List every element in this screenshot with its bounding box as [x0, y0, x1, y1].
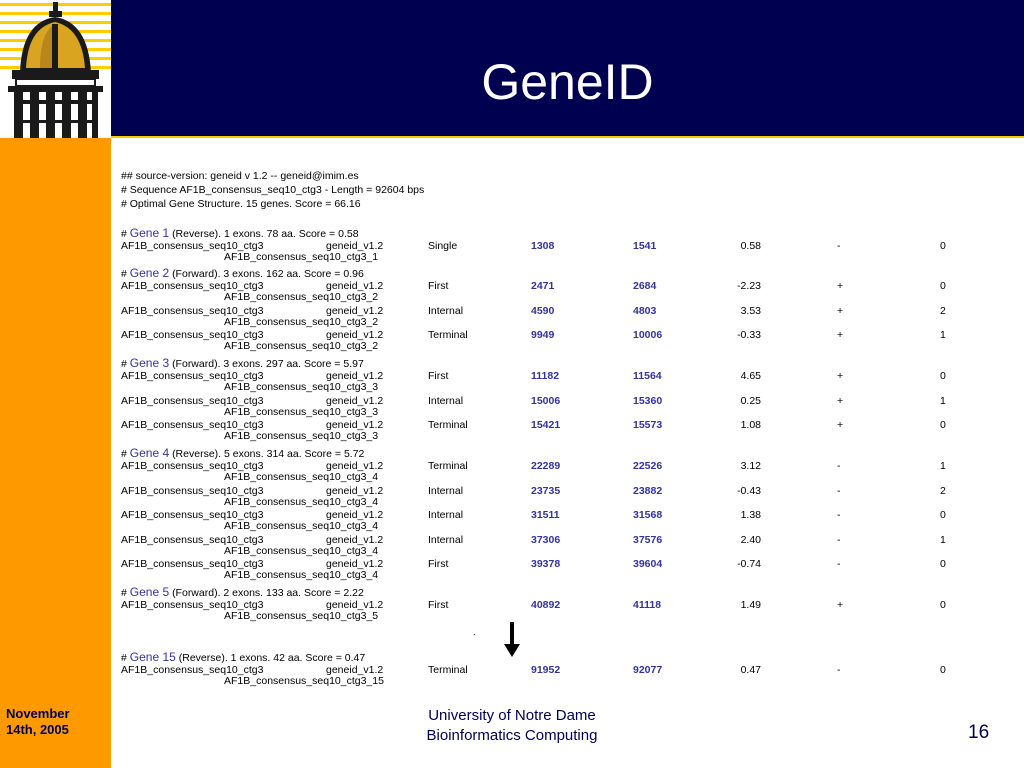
gene-name: Gene 3: [129, 356, 170, 370]
org-line-1: University of Notre Dame: [428, 707, 596, 724]
exon-end: 31568: [633, 509, 663, 521]
page-number: 16: [968, 722, 990, 743]
exon-frame: 0: [940, 558, 946, 570]
exon-frame: 2: [940, 304, 946, 317]
meta-source-version: ## source-version: geneid v 1.2 -- geneid@imim.es: [121, 170, 359, 182]
exon-score: 1.08: [740, 419, 761, 431]
gene-description: (Reverse). 5 exons. 314 aa. Score = 5.72: [172, 448, 365, 460]
exon-score: -0.74: [737, 558, 761, 570]
gene-name: Gene 2: [129, 266, 170, 280]
exon-start: 23735: [531, 484, 561, 497]
exon-feature: Internal: [428, 394, 464, 407]
exon-end: 15360: [633, 394, 663, 407]
exon-seqname: AF1B_consensus_seq10_ctg3: [121, 240, 264, 252]
exon-source: geneid_v1.2: [326, 558, 384, 570]
exon-frame: 1: [940, 329, 946, 341]
gene-header: [121, 266, 364, 281]
exon-feature: First: [428, 370, 449, 382]
exon-score: 4.65: [740, 370, 761, 382]
exon-strand: +: [837, 419, 844, 431]
exon-feature: Terminal: [428, 460, 468, 472]
exon-feature: Internal: [428, 304, 464, 317]
exon-seqname: AF1B_consensus_seq10_ctg3: [121, 394, 264, 407]
exon-score: 0.25: [740, 394, 761, 407]
exon-score: 3.12: [740, 460, 761, 472]
exon-group: AF1B_consensus_seq10_ctg3_4: [224, 544, 379, 557]
exon-score: -0.33: [737, 329, 761, 341]
exon-group: AF1B_consensus_seq10_ctg3_1: [224, 251, 379, 263]
gene-header: [121, 446, 364, 461]
exon-source: geneid_v1.2: [326, 509, 384, 521]
exon-frame: 0: [940, 419, 946, 431]
exon-start: 15421: [531, 419, 561, 431]
exon-group: AF1B_consensus_seq10_ctg3_3: [224, 405, 379, 418]
exon-seqname: AF1B_consensus_seq10_ctg3: [121, 664, 264, 676]
exon-frame: 0: [940, 370, 946, 382]
exon-start: 15006: [531, 394, 561, 407]
exon-end: 39604: [633, 558, 663, 570]
exon-start: 39378: [531, 558, 561, 570]
exon-strand: +: [837, 329, 844, 341]
exon-seqname: AF1B_consensus_seq10_ctg3: [121, 370, 264, 382]
footer-organization: [412, 706, 612, 746]
exon-seqname: AF1B_consensus_seq10_ctg3: [121, 484, 264, 497]
exon-strand: -: [837, 460, 841, 472]
meta-optimal-structure: # Optimal Gene Structure. 15 genes. Score = 66.16: [121, 198, 361, 210]
exon-source: geneid_v1.2: [326, 664, 384, 676]
title-bar: [111, 0, 1024, 136]
exon-frame: 0: [940, 664, 946, 676]
dome-logo-icon: [0, 0, 111, 138]
exon-score: 2.40: [740, 533, 761, 546]
gene-hash: #: [121, 652, 127, 664]
exon-score: -2.23: [737, 280, 761, 292]
meta-sequence: # Sequence AF1B_consensus_seq10_ctg3 - Length = 92604 bps: [121, 184, 425, 196]
exon-source: geneid_v1.2: [326, 484, 384, 497]
exon-end: 1541: [633, 240, 657, 252]
exon-group: AF1B_consensus_seq10_ctg3_3: [224, 430, 379, 442]
exon-end: 4803: [633, 304, 657, 317]
exon-end: 23882: [633, 484, 663, 497]
exon-feature: Terminal: [428, 329, 468, 341]
exon-source: geneid_v1.2: [326, 599, 384, 611]
exon-end: 11564: [633, 370, 662, 382]
gene-description: (Forward). 2 exons. 133 aa. Score = 2.22: [172, 587, 364, 599]
exon-frame: 2: [940, 484, 946, 497]
exon-end: 92077: [633, 664, 663, 676]
exon-start: 22289: [531, 460, 561, 472]
exon-group: AF1B_consensus_seq10_ctg3_4: [224, 569, 379, 581]
down-arrow-icon: [504, 622, 520, 658]
exon-feature: First: [428, 599, 449, 611]
exon-strand: -: [837, 484, 841, 497]
gene-hash: #: [121, 228, 127, 240]
exon-start: 31511: [531, 509, 560, 521]
exon-start: 40892: [531, 599, 561, 611]
exon-frame: 0: [940, 240, 946, 252]
exon-start: 9949: [531, 329, 555, 341]
gene-description: (Reverse). 1 exons. 78 aa. Score = 0.58: [172, 228, 359, 240]
exon-seqname: AF1B_consensus_seq10_ctg3: [121, 304, 264, 317]
exon-source: geneid_v1.2: [326, 460, 384, 472]
exon-strand: +: [837, 304, 844, 317]
exon-feature: First: [428, 558, 449, 570]
exon-frame: 0: [940, 599, 946, 611]
exon-group: AF1B_consensus_seq10_ctg3_2: [224, 340, 379, 352]
exon-end: 37576: [633, 533, 663, 546]
exon-start: 1308: [531, 240, 555, 252]
exon-end: 22526: [633, 460, 663, 472]
exon-source: geneid_v1.2: [326, 280, 384, 292]
gene-hash: #: [121, 448, 127, 460]
exon-strand: -: [837, 664, 841, 676]
exon-start: 11182: [531, 370, 560, 382]
exon-source: geneid_v1.2: [326, 394, 384, 407]
exon-strand: +: [837, 280, 844, 292]
exon-start: 91952: [531, 664, 561, 676]
exon-group: AF1B_consensus_seq10_ctg3_15: [224, 675, 384, 687]
exon-seqname: AF1B_consensus_seq10_ctg3: [121, 419, 264, 431]
exon-score: 0.58: [740, 240, 761, 252]
exon-group: AF1B_consensus_seq10_ctg3_4: [224, 520, 379, 532]
gene-name: Gene 5: [129, 585, 170, 599]
exon-feature: Single: [428, 240, 458, 252]
exon-seqname: AF1B_consensus_seq10_ctg3: [121, 460, 264, 472]
exon-frame: 1: [940, 460, 946, 472]
exon-end: 10006: [633, 329, 663, 341]
exon-strand: -: [837, 533, 841, 546]
exon-strand: +: [837, 394, 844, 407]
exon-score: 1.49: [740, 599, 761, 611]
org-line-2: Bioinformatics Computing: [426, 727, 598, 744]
exon-frame: 0: [940, 280, 946, 292]
exon-strand: +: [837, 370, 844, 382]
gene-hash: #: [121, 268, 127, 280]
exon-seqname: AF1B_consensus_seq10_ctg3: [121, 329, 264, 341]
gene-name: Gene 15: [129, 650, 176, 664]
exon-start: 37306: [531, 533, 561, 546]
exon-source: geneid_v1.2: [326, 329, 384, 341]
exon-group: AF1B_consensus_seq10_ctg3_2: [224, 315, 379, 328]
gene-name: Gene 4: [129, 446, 170, 460]
gene-description: (Reverse). 1 exons. 42 aa. Score = 0.47: [178, 652, 366, 664]
exon-group: AF1B_consensus_seq10_ctg3_5: [224, 610, 379, 622]
exon-seqname: AF1B_consensus_seq10_ctg3: [121, 558, 264, 570]
slide-date: [6, 706, 86, 738]
ellipsis-mark: .: [473, 627, 476, 637]
gene-header: [121, 356, 364, 371]
exon-source: geneid_v1.2: [326, 240, 384, 252]
exon-group: AF1B_consensus_seq10_ctg3_2: [224, 291, 379, 303]
exon-score: 3.53: [740, 304, 761, 317]
exon-feature: Internal: [428, 484, 464, 497]
date-line-2: 14th, 2005: [6, 722, 69, 737]
exon-strand: +: [837, 599, 844, 611]
exon-seqname: AF1B_consensus_seq10_ctg3: [121, 533, 264, 546]
exon-frame: 1: [940, 394, 946, 407]
exon-score: 0.47: [740, 664, 761, 676]
gene-header: [121, 226, 359, 241]
exon-score: 1.38: [740, 509, 761, 521]
exon-feature: First: [428, 280, 449, 292]
exon-start: 2471: [531, 280, 555, 292]
gene-description: (Forward). 3 exons. 297 aa. Score = 5.97: [172, 358, 364, 370]
gene-hash: #: [121, 358, 127, 370]
exon-source: geneid_v1.2: [326, 370, 384, 382]
exon-feature: Internal: [428, 533, 464, 546]
exon-source: geneid_v1.2: [326, 419, 384, 431]
exon-start: 4590: [531, 304, 555, 317]
exon-end: 2684: [633, 280, 657, 292]
exon-group: AF1B_consensus_seq10_ctg3_4: [224, 471, 379, 483]
exon-feature: Terminal: [428, 664, 468, 676]
exon-source: geneid_v1.2: [326, 304, 384, 317]
exon-strand: -: [837, 240, 841, 252]
exon-frame: 0: [940, 509, 946, 521]
exon-seqname: AF1B_consensus_seq10_ctg3: [121, 280, 264, 292]
exon-score: -0.43: [737, 484, 761, 497]
exon-seqname: AF1B_consensus_seq10_ctg3: [121, 599, 264, 611]
gene-header: [121, 650, 365, 665]
header-divider: [111, 136, 1024, 138]
gene-header: [121, 585, 364, 600]
exon-group: AF1B_consensus_seq10_ctg3_3: [224, 381, 379, 393]
exon-feature: Internal: [428, 509, 464, 521]
exon-end: 41118: [633, 599, 662, 611]
exon-end: 15573: [633, 419, 663, 431]
exon-frame: 1: [940, 533, 946, 546]
date-line-1: November: [6, 706, 70, 721]
exon-source: geneid_v1.2: [326, 533, 384, 546]
gene-hash: #: [121, 587, 127, 599]
gene-name: Gene 1: [129, 226, 170, 240]
gene-description: (Forward). 3 exons. 162 aa. Score = 0.96: [172, 268, 364, 280]
exon-strand: -: [837, 509, 841, 521]
exon-feature: Terminal: [428, 419, 468, 431]
exon-group: AF1B_consensus_seq10_ctg3_4: [224, 495, 379, 508]
exon-strand: -: [837, 558, 841, 570]
slide-title: GeneID: [481, 54, 654, 110]
exon-seqname: AF1B_consensus_seq10_ctg3: [121, 509, 264, 521]
